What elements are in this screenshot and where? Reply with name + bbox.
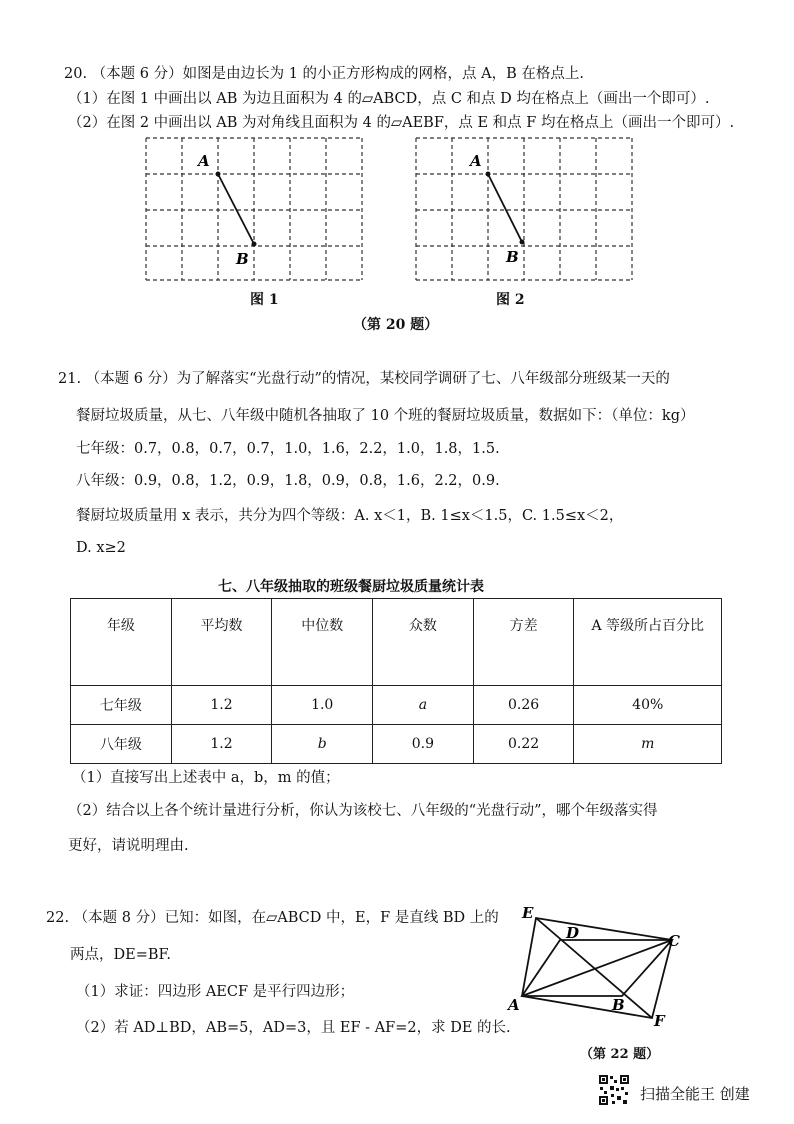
table-header-cell: 众数 xyxy=(373,599,474,686)
table-cell: 1.2 xyxy=(171,686,272,725)
table-header-cell: 中位数 xyxy=(272,599,373,686)
table-cell: b xyxy=(272,725,373,764)
table-row xyxy=(71,686,722,725)
figure-2-caption: 图 2 xyxy=(496,292,525,308)
scanner-watermark: 扫描全能王 创建 xyxy=(640,1085,750,1103)
table-cell: 八年级 xyxy=(71,725,172,764)
q21-line2: 餐厨垃圾质量，从七、八年级中随机各抽取了 10 个班的餐厨垃圾质量，数据如下：（单位：kg） xyxy=(76,408,695,424)
table-header-row xyxy=(71,599,722,686)
label-d: D xyxy=(566,924,580,942)
figure-1-caption: 图 1 xyxy=(250,292,279,308)
q21-title: 21. （本题 6 分）为了解落实“光盘行动”的情况，某校同学调研了七、八年级部分班级某一天的 xyxy=(58,371,670,387)
table-cell: 1.0 xyxy=(272,686,373,725)
q21-part2: （2）结合以上各个统计量进行分析，你认为该校七、八年级的“光盘行动”，哪个年级落实得 xyxy=(68,803,658,819)
q20-part1: （1）在图 1 中画出以 AB 为边且面积为 4 的▱ABCD，点 C 和点 D 均在格点上（画出一个即可）. xyxy=(68,91,710,107)
label-a: A xyxy=(508,996,520,1014)
table-cell: 七年级 xyxy=(71,686,172,725)
figure-1-grid xyxy=(140,132,372,284)
segment-ab-fig1 xyxy=(218,174,254,244)
table-cell: 1.2 xyxy=(171,725,272,764)
segment-ab-fig2 xyxy=(488,174,522,242)
q22-title: 22. （本题 8 分）已知：如图，在▱ABCD 中，E，F 是直线 BD 上的 xyxy=(46,910,499,926)
table-cell: m xyxy=(574,725,722,764)
table-cell: a xyxy=(373,686,474,725)
q22-part1: （1）求证：四边形 AECF 是平行四边形； xyxy=(76,984,355,1000)
q22-part2: （2）若 AD⊥BD，AB=5，AD=3，且 EF - AF=2，求 DE 的长. xyxy=(76,1020,511,1036)
q21-part1: （1）直接写出上述表中 a，b，m 的值； xyxy=(72,770,340,786)
q21-table-title: 七、八年级抽取的班级餐厨垃圾质量统计表 xyxy=(218,579,484,595)
table-cell: 0.26 xyxy=(473,686,574,725)
point-a-label: A xyxy=(198,152,210,170)
q20-part2: （2）在图 2 中画出以 AB 为对角线且面积为 4 的▱AEBF，点 E 和点 F 均在格点上（画出一个即可）. xyxy=(68,115,735,131)
table-cell: 0.9 xyxy=(373,725,474,764)
table-header-cell: 方差 xyxy=(473,599,574,686)
stats-table xyxy=(70,598,722,764)
label-c: C xyxy=(668,932,680,950)
q22-line2: 两点，DE=BF. xyxy=(70,947,171,963)
q21-grade7-data: 七年级：0.7，0.8，0.7，0.7，1.0，1.6，2.2，1.0，1.8，1.5. xyxy=(76,441,500,457)
table-header-cell: A 等级所占百分比 xyxy=(574,599,722,686)
point-b-label: B xyxy=(506,248,519,266)
table-header-cell: 平均数 xyxy=(171,599,272,686)
label-e: E xyxy=(522,904,534,922)
table-header-cell: 年级 xyxy=(71,599,172,686)
point-b-label: B xyxy=(236,250,249,268)
q22-figure xyxy=(500,900,700,1038)
q21-levels: 餐厨垃圾质量用 x 表示，共分为四个等级：A. x＜1，B. 1≤x＜1.5，C. 1.5≤x＜2， xyxy=(76,508,624,524)
table-row xyxy=(71,725,722,764)
qr-code-icon xyxy=(598,1074,630,1106)
figure-2-grid xyxy=(410,132,642,284)
q21-grade8-data: 八年级：0.9，0.8，1.2，0.9，1.8，0.9，0.8，1.6，2.2，0.9. xyxy=(76,473,500,489)
q20-caption: （第 20 题） xyxy=(353,317,439,333)
label-f: F xyxy=(654,1012,665,1030)
table-cell: 0.22 xyxy=(473,725,574,764)
q21-part2-cont: 更好，请说明理由. xyxy=(68,838,189,854)
q22-caption: （第 22 题） xyxy=(580,1047,660,1062)
label-b: B xyxy=(612,996,625,1014)
table-cell: 40% xyxy=(574,686,722,725)
q20-title: 20. （本题 6 分）如图是由边长为 1 的小正方形构成的网格，点 A，B 在格点上. xyxy=(64,66,585,82)
q21-level-d: D. x≥2 xyxy=(76,540,126,556)
point-a-label: A xyxy=(470,152,482,170)
